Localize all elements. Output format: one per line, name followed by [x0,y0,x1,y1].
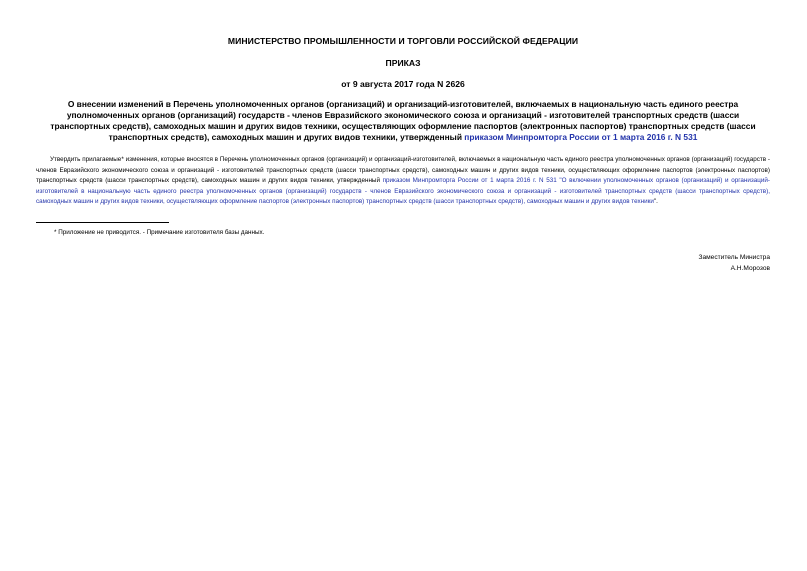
signature-position: Заместитель Министра [698,253,770,261]
document-body [36,155,770,208]
signature-name: А.Н.Морозов [730,265,770,272]
body-text-part2: ". [653,198,658,205]
body-text-part1: Утвердить прилагаемые* изменения, которые вносятся в Перечень уполномоченных органов (организаций) и организаций-изготовителей, включаемых в национальную часть единого реестра уполномоченных органов (организаций) государств - членов Евразийского экономического союза и организаций - изготовителей транспортных средств (шасси транспортных средств), самоходных машин и других видов техники, осуществляющих оформление паспортов (электронных паспортов) транспортных средств (шасси транспортных средств), самоходных машин и других видов техники, утвержденный [36,156,770,184]
document-title [36,99,770,143]
document-page [36,30,770,275]
document-type: ПРИКАЗ [385,58,421,68]
document-date-number: от 9 августа 2017 года N 2626 [341,79,465,89]
title-order-link[interactable]: приказом Минпромторга России от 1 марта 2016 г. N 531 [464,132,698,142]
body-order-link[interactable]: приказом Минпромторга России от 1 марта 2016 г. N 531 "О включении уполномоченных органов (организаций) и организаций-изготовителей в национальную часть единого реестра уполномоченных органов (организаций) государств - членов Евразийского экономического союза и организаций - изготовителей транспортных средств (шасси транспортных средств), самоходных машин и других видов техники, осуществляющих оформление паспортов (электронных паспортов) транспортных средств (шасси транспортных средств), самоходных машин и других видов техники [36,177,770,205]
signature-block [36,252,770,275]
footnote-divider [36,222,169,223]
ministry-name: МИНИСТЕРСТВО ПРОМЫШЛЕННОСТИ И ТОРГОВЛИ РОССИЙСКОЙ ФЕДЕРАЦИИ [227,36,579,46]
document-title-text: О внесении изменений в Перечень уполномоченных органов (организаций) и организаций-изготовителей, включаемых в национальную часть единого реестра уполномоченных органов (организаций) государств - членов Евразийского экономического союза и организаций - изготовителей транспортных средств (шасси транспортных средств), самоходных машин и других видов техники, осуществляющих оформление паспортов (электронных паспортов) транспортных средств (шасси транспортных средств), самоходных машин и других видов техники, утвержденный [50,99,756,142]
footnote: * Приложение не приводится. - Примечание изготовителя базы данных. [54,228,265,236]
